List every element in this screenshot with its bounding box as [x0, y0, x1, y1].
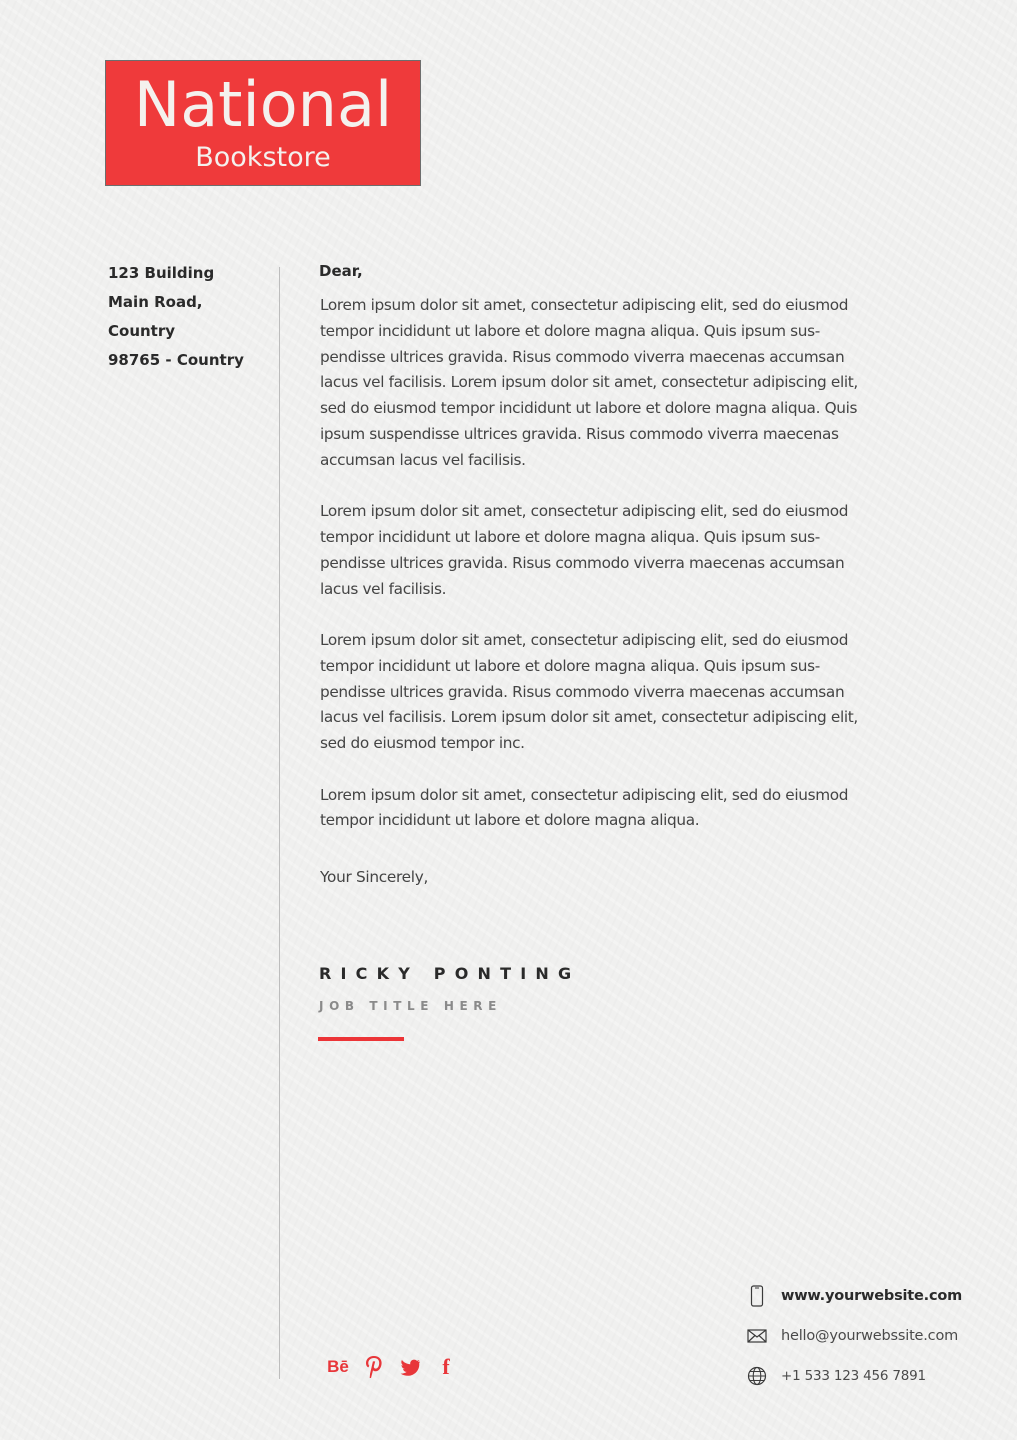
email-link[interactable]: hello@yourwebssite.com: [781, 1328, 959, 1344]
social-links: [320, 1354, 464, 1384]
twitter-icon[interactable]: [392, 1354, 428, 1384]
contact-phone: [746, 1356, 962, 1396]
globe-icon: [746, 1365, 768, 1387]
body-paragraph: Lorem ipsum dolor sit amet, consectetur adipiscing elit, sed do eiusmod tempor incididunt ut labore et dolore magna aliqua.: [320, 785, 849, 830]
vertical-divider: [279, 267, 280, 1379]
contact-email: [746, 1316, 962, 1356]
address-line: 98765 - Country: [108, 351, 244, 369]
pinterest-icon[interactable]: [356, 1354, 392, 1384]
contact-website: [746, 1276, 962, 1316]
letter-closing: Your Sincerely,: [320, 868, 429, 886]
letter-body: [320, 293, 910, 860]
logo-sub-text: Bookstore: [195, 142, 331, 173]
signatory-name: RICKY PONTING: [319, 964, 581, 983]
body-paragraph: Lorem ipsum dolor sit amet, consectetur adipiscing elit, sed do eiusmod tempor incididunt ut labore et dolore magna aliqua. Quis ipsum sus- pendisse ultrices gravida. Risus commodo viverra maecenas accumsan lacus vel facilisis. Lorem ipsum dolor sit amet, consectetur adipiscing elit, sed do eiusmod tempor incididunt ut labore et dolore magna aliqua. Quis ipsum suspendisse ultrices gravida. Risus commodo viverra maecenas accumsan lacus vel facilisis.: [320, 296, 858, 469]
facebook-icon[interactable]: f: [442, 1354, 450, 1379]
phone-icon: [746, 1285, 768, 1307]
address-line: Country: [108, 322, 176, 340]
body-paragraph: Lorem ipsum dolor sit amet, consectetur adipiscing elit, sed do eiusmod tempor incididunt ut labore et dolore magna aliqua. Quis ipsum sus- pendisse ultrices gravida. Risus commodo viverra maecenas accumsan lacus vel facilisis. Lorem ipsum dolor sit amet, consectetur adipiscing elit, sed do eiusmod tempor inc.: [320, 630, 858, 753]
contact-info: [746, 1276, 962, 1396]
body-paragraph: Lorem ipsum dolor sit amet, consectetur adipiscing elit, sed do eiusmod tempor incididunt ut labore et dolore magna aliqua. Quis ipsum sus- pendisse ultrices gravida. Risus commodo viverra maecenas accumsan lacus vel facilisis.: [320, 502, 849, 598]
website-link[interactable]: www.yourwebsite.com: [781, 1288, 963, 1304]
bookstore-logo: [105, 60, 421, 186]
letter-greeting: Dear,: [319, 262, 363, 280]
sender-address: [108, 259, 268, 375]
mail-icon: [746, 1325, 768, 1347]
accent-underline: [318, 1037, 404, 1041]
logo-main-text: National: [133, 68, 393, 141]
behance-icon[interactable]: Bē: [327, 1357, 349, 1376]
address-line: 123 Building: [108, 264, 215, 282]
signatory-job-title: JOB TITLE HERE: [319, 999, 502, 1013]
phone-number[interactable]: +1 533 123 456 7891: [781, 1368, 926, 1384]
address-line: Main Road,: [108, 293, 203, 311]
